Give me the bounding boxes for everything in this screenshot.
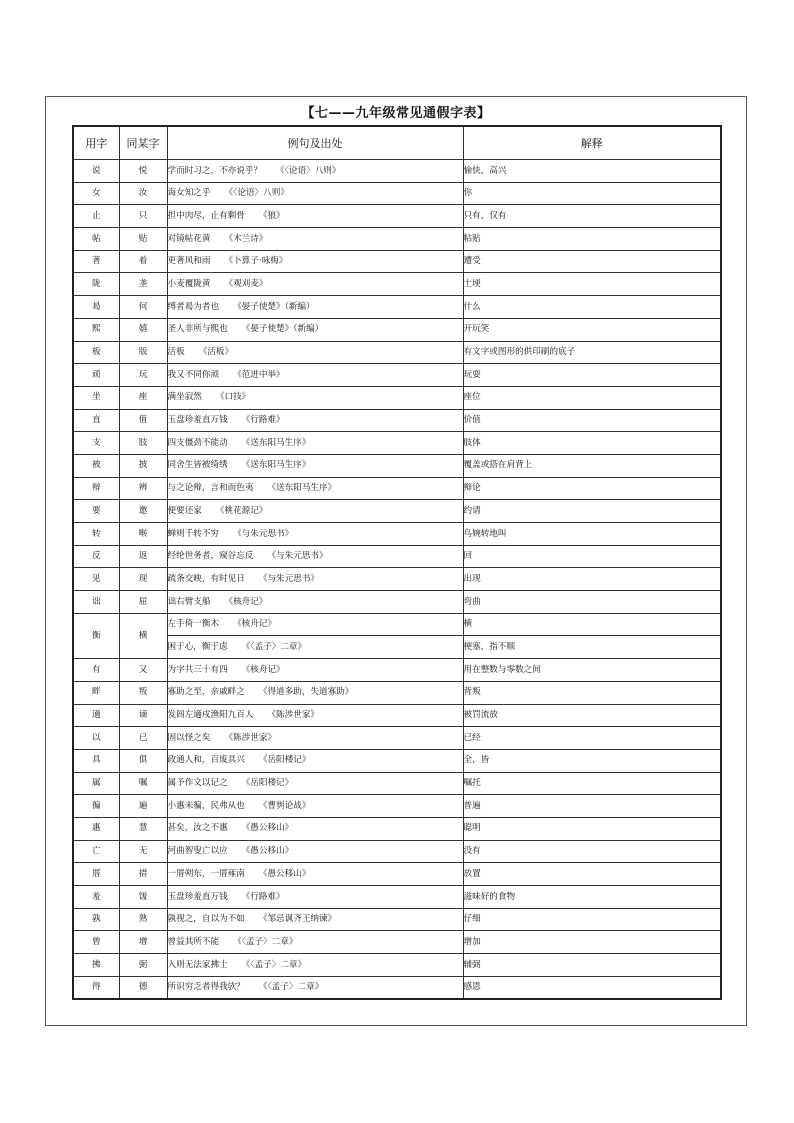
source-title: 《曹刿论战》 — [258, 800, 311, 811]
cell-yongzi: 陇 — [73, 273, 119, 296]
cell-tongmouzi: 措 — [119, 863, 167, 886]
table-row — [73, 954, 721, 977]
cell-yongzi: 厝 — [73, 863, 119, 886]
cell-tongmouzi: 慧 — [119, 817, 167, 840]
table-row — [73, 931, 721, 954]
cell-meaning: 背叛 — [463, 681, 721, 704]
cell-meaning: 肢体 — [463, 432, 721, 455]
source-title: 《送东阳马生序》 — [267, 483, 337, 494]
cell-tongmouzi: 遍 — [119, 795, 167, 818]
cell-example-source — [167, 636, 463, 659]
table-row — [73, 636, 721, 659]
cell-tongmouzi: 嘱 — [119, 772, 167, 795]
example-sentence: 同舍生皆被绮绣 — [167, 460, 228, 471]
source-title: 《晏子使楚》（新编） — [241, 324, 324, 335]
example-sentence: 满坐寂然 — [167, 392, 202, 403]
source-title: 《〈孟子〉二章》 — [241, 959, 307, 970]
example-sentence: 政通人和，百废具兴 — [167, 755, 245, 766]
table-row — [73, 817, 721, 840]
cell-yongzi: 有 — [73, 659, 119, 682]
cell-tongmouzi: 俱 — [119, 749, 167, 772]
example-sentence: 圣人非所与熙也 — [167, 324, 228, 335]
cell-meaning: 回 — [463, 545, 721, 568]
table-row — [73, 228, 721, 251]
cell-yongzi: 衡 — [73, 613, 119, 658]
source-title: 《邹忌讽齐王纳谏》 — [258, 914, 337, 925]
cell-meaning: 什么 — [463, 296, 721, 319]
cell-meaning: 辅弼 — [463, 954, 721, 977]
tongjiazi-table — [72, 125, 722, 1000]
cell-meaning: 聪明 — [463, 817, 721, 840]
cell-yongzi: 適 — [73, 704, 119, 727]
example-sentence: 蝉则千转不穷 — [167, 528, 220, 539]
cell-yongzi: 以 — [73, 727, 119, 750]
example-sentence: 困于心，衡于虑 — [167, 641, 228, 652]
cell-example-source — [167, 704, 463, 727]
cell-example-source — [167, 863, 463, 886]
cell-yongzi: 惠 — [73, 817, 119, 840]
cell-tongmouzi: 汝 — [119, 182, 167, 205]
example-sentence: 甚矣，汝之不惠 — [167, 823, 228, 834]
example-sentence: 疏条交映，有时见日 — [167, 573, 245, 584]
example-sentence: 入则无法家拂士 — [167, 959, 228, 970]
cell-tongmouzi: 着 — [119, 250, 167, 273]
cell-yongzi: 支 — [73, 432, 119, 455]
cell-meaning: 增加 — [463, 931, 721, 954]
example-sentence: 四支僵劲不能动 — [167, 437, 228, 448]
source-title: 《核舟记》 — [233, 619, 277, 630]
cell-tongmouzi: 熟 — [119, 908, 167, 931]
cell-meaning: 被罚流放 — [463, 704, 721, 727]
example-sentence: 诎右臂支船 — [167, 596, 211, 607]
cell-yongzi: 直 — [73, 409, 119, 432]
cell-example-source — [167, 228, 463, 251]
cell-example-source — [167, 727, 463, 750]
source-title: 《陈涉世家》 — [267, 710, 320, 721]
example-sentence: 小麦覆陇黄 — [167, 278, 211, 289]
table-row — [73, 432, 721, 455]
table-row — [73, 545, 721, 568]
cell-yongzi: 止 — [73, 205, 119, 228]
source-title: 《〈孟子〉二章》 — [258, 982, 324, 993]
cell-tongmouzi: 悦 — [119, 160, 167, 183]
table-row — [73, 182, 721, 205]
cell-example-source — [167, 681, 463, 704]
cell-example-source — [167, 477, 463, 500]
cell-meaning: 梗塞，指不顺 — [463, 636, 721, 659]
cell-example-source — [167, 250, 463, 273]
cell-meaning: 你 — [463, 182, 721, 205]
table-row — [73, 386, 721, 409]
cell-yongzi: 著 — [73, 250, 119, 273]
cell-yongzi: 反 — [73, 545, 119, 568]
cell-example-source — [167, 568, 463, 591]
cell-meaning: 约请 — [463, 500, 721, 523]
example-sentence: 所识穷乏者得我欤？ — [167, 982, 245, 993]
cell-tongmouzi: 增 — [119, 931, 167, 954]
cell-meaning: 嘱托 — [463, 772, 721, 795]
cell-yongzi: 具 — [73, 749, 119, 772]
cell-tongmouzi: 版 — [119, 341, 167, 364]
cell-example-source — [167, 205, 463, 228]
cell-tongmouzi: 现 — [119, 568, 167, 591]
cell-tongmouzi: 叛 — [119, 681, 167, 704]
cell-meaning: 普遍 — [463, 795, 721, 818]
source-title: 《送东阳马生序》 — [241, 460, 311, 471]
table-row — [73, 273, 721, 296]
example-sentence: 担中肉尽，止有剩骨 — [167, 210, 245, 221]
cell-meaning: 土埂 — [463, 273, 721, 296]
table-row — [73, 523, 721, 546]
header-tongmouzi: 同某字 — [119, 126, 167, 160]
source-title: 《得道多助，失道寡助》 — [258, 687, 354, 698]
cell-example-source — [167, 182, 463, 205]
source-title: 《行路难》 — [241, 415, 285, 426]
table-row — [73, 364, 721, 387]
cell-tongmouzi: 返 — [119, 545, 167, 568]
table-row — [73, 795, 721, 818]
cell-tongmouzi: 只 — [119, 205, 167, 228]
example-sentence: 发闾左適戍渔阳九百人 — [167, 710, 254, 721]
table-row — [73, 976, 721, 999]
source-title: 《活板》 — [198, 347, 234, 358]
cell-example-source — [167, 318, 463, 341]
cell-meaning: 仔细 — [463, 908, 721, 931]
page-title: 【七——九年级常见通假字表】 — [301, 106, 491, 121]
cell-meaning: 价值 — [463, 409, 721, 432]
source-title: 《核舟记》 — [241, 664, 285, 675]
example-sentence: 更著风和雨 — [167, 256, 211, 267]
header-meaning: 解释 — [463, 126, 721, 160]
cell-tongmouzi: 邀 — [119, 500, 167, 523]
cell-yongzi: 曷 — [73, 296, 119, 319]
example-sentence: 对镜帖花黄 — [167, 233, 211, 244]
header-example-source: 例句及出处 — [167, 126, 463, 160]
cell-example-source — [167, 976, 463, 999]
table-row — [73, 318, 721, 341]
cell-tongmouzi: 贴 — [119, 228, 167, 251]
cell-yongzi: 得 — [73, 976, 119, 999]
table-header-row — [73, 126, 721, 160]
cell-meaning: 只有，仅有 — [463, 205, 721, 228]
source-title: 《卜算子·咏梅》 — [224, 256, 288, 267]
cell-meaning: 用在整数与零数之间 — [463, 659, 721, 682]
cell-meaning: 滋味好的食物 — [463, 886, 721, 909]
cell-tongmouzi: 德 — [119, 976, 167, 999]
table-row — [73, 341, 721, 364]
source-title: 《〈论语〉八则》 — [224, 188, 289, 199]
example-sentence: 河曲智叟亡以应 — [167, 846, 228, 857]
cell-example-source — [167, 954, 463, 977]
cell-tongmouzi: 横 — [119, 613, 167, 658]
cell-meaning: 覆盖或搭在肩背上 — [463, 454, 721, 477]
source-title: 《桃花源记》 — [215, 505, 268, 516]
example-sentence: 缚者曷为者也 — [167, 301, 220, 312]
example-sentence: 固以怪之矣 — [167, 732, 211, 743]
cell-tongmouzi: 啭 — [119, 523, 167, 546]
source-title: 《〈孟子〉二章》 — [233, 936, 298, 947]
table-body — [73, 160, 721, 1000]
example-sentence: 寡助之至，亲戚畔之 — [167, 687, 245, 698]
source-title: 《与朱元思书》 — [233, 528, 294, 539]
cell-yongzi: 坐 — [73, 386, 119, 409]
example-sentence: 左手倚一衡木 — [167, 619, 220, 630]
cell-yongzi: 板 — [73, 341, 119, 364]
cell-tongmouzi: 嬉 — [119, 318, 167, 341]
table-row — [73, 591, 721, 614]
source-title: 《愚公移山》 — [241, 846, 294, 857]
cell-yongzi: 畔 — [73, 681, 119, 704]
cell-meaning: 遭受 — [463, 250, 721, 273]
cell-yongzi: 被 — [73, 454, 119, 477]
cell-example-source — [167, 500, 463, 523]
source-title: 《愚公移山》 — [258, 868, 311, 879]
cell-yongzi: 熙 — [73, 318, 119, 341]
table-row — [73, 863, 721, 886]
cell-tongmouzi: 座 — [119, 386, 167, 409]
example-sentence: 玉盘珍羞直万钱 — [167, 891, 228, 902]
cell-tongmouzi: 无 — [119, 840, 167, 863]
source-title: 《核舟记》 — [224, 596, 268, 607]
source-title: 《〈孟子〉二章》 — [241, 641, 307, 652]
cell-example-source — [167, 386, 463, 409]
cell-meaning: 玩耍 — [463, 364, 721, 387]
example-sentence: 属予作文以记之 — [167, 778, 228, 789]
cell-meaning: 横 — [463, 613, 721, 636]
cell-meaning: 愉快，高兴 — [463, 160, 721, 183]
cell-meaning: 辩论 — [463, 477, 721, 500]
cell-example-source — [167, 454, 463, 477]
table-row — [73, 500, 721, 523]
source-title: 《行路难》 — [241, 891, 285, 902]
cell-yongzi: 辩 — [73, 477, 119, 500]
cell-tongmouzi: 值 — [119, 409, 167, 432]
cell-meaning: 全，皆 — [463, 749, 721, 772]
table-row — [73, 886, 721, 909]
source-title: 《狼》 — [258, 210, 285, 221]
cell-meaning: 没有 — [463, 840, 721, 863]
table-row — [73, 840, 721, 863]
cell-meaning: 座位 — [463, 386, 721, 409]
cell-yongzi: 孰 — [73, 908, 119, 931]
example-sentence: 曾益其所不能 — [167, 936, 220, 947]
cell-yongzi: 帖 — [73, 228, 119, 251]
cell-example-source — [167, 341, 463, 364]
table-row — [73, 250, 721, 273]
source-title: 《木兰诗》 — [224, 233, 268, 244]
cell-tongmouzi: 辨 — [119, 477, 167, 500]
source-title: 《送东阳马生序》 — [241, 437, 311, 448]
cell-tongmouzi: 谪 — [119, 704, 167, 727]
cell-example-source — [167, 931, 463, 954]
cell-meaning: 弯曲 — [463, 591, 721, 614]
cell-example-source — [167, 545, 463, 568]
cell-example-source — [167, 296, 463, 319]
cell-example-source — [167, 817, 463, 840]
table-row — [73, 568, 721, 591]
cell-tongmouzi: 又 — [119, 659, 167, 682]
cell-tongmouzi: 何 — [119, 296, 167, 319]
example-sentence: 学而时习之，不亦说乎？ — [167, 165, 263, 176]
cell-yongzi: 属 — [73, 772, 119, 795]
source-title: 《愚公移山》 — [241, 823, 294, 834]
table-row — [73, 908, 721, 931]
example-sentence: 孰视之，自以为不如 — [167, 914, 245, 925]
cell-tongmouzi: 弼 — [119, 954, 167, 977]
example-sentence: 诲女知之乎 — [167, 188, 211, 199]
source-title: 《〈论语〉八则》 — [276, 165, 341, 176]
source-title: 《岳阳楼记》 — [241, 778, 294, 789]
cell-meaning: 开玩笑 — [463, 318, 721, 341]
cell-tongmouzi: 屈 — [119, 591, 167, 614]
cell-meaning: 感恩 — [463, 976, 721, 999]
document-frame — [45, 96, 747, 1026]
cell-yongzi: 亡 — [73, 840, 119, 863]
cell-example-source — [167, 795, 463, 818]
table-row — [73, 454, 721, 477]
table-row — [73, 659, 721, 682]
cell-example-source — [167, 591, 463, 614]
cell-example-source — [167, 273, 463, 296]
example-sentence: 活板 — [167, 347, 185, 358]
source-title: 《陈涉世家》 — [224, 732, 277, 743]
cell-meaning: 粘贴 — [463, 228, 721, 251]
example-sentence: 为字共三十有四 — [167, 664, 228, 675]
cell-example-source — [167, 886, 463, 909]
table-row — [73, 749, 721, 772]
cell-yongzi: 曾 — [73, 931, 119, 954]
table-row — [73, 613, 721, 636]
table-row — [73, 160, 721, 183]
source-title: 《与朱元思书》 — [258, 573, 320, 584]
cell-example-source — [167, 840, 463, 863]
cell-tongmouzi: 肢 — [119, 432, 167, 455]
table-row — [73, 772, 721, 795]
cell-tongmouzi: 玩 — [119, 364, 167, 387]
cell-yongzi: 女 — [73, 182, 119, 205]
cell-meaning: 已经 — [463, 727, 721, 750]
table-row — [73, 704, 721, 727]
cell-yongzi: 转 — [73, 523, 119, 546]
example-sentence: 我又不同你顽 — [167, 369, 220, 380]
cell-meaning: 出现 — [463, 568, 721, 591]
cell-example-source — [167, 432, 463, 455]
example-sentence: 一厝朔东，一厝雍南 — [167, 868, 245, 879]
example-sentence: 小惠未徧，民弗从也 — [167, 800, 245, 811]
source-title: 《与朱元思书》 — [267, 551, 328, 562]
cell-example-source — [167, 523, 463, 546]
cell-example-source — [167, 772, 463, 795]
table-row — [73, 727, 721, 750]
example-sentence: 与之论辩，言和而色夷 — [167, 483, 254, 494]
cell-example-source — [167, 364, 463, 387]
cell-yongzi: 徧 — [73, 795, 119, 818]
source-title: 《岳阳楼记》 — [258, 755, 311, 766]
cell-yongzi: 羞 — [73, 886, 119, 909]
cell-tongmouzi: 已 — [119, 727, 167, 750]
header-yongzi: 用字 — [73, 126, 119, 160]
cell-yongzi: 要 — [73, 500, 119, 523]
table-row — [73, 477, 721, 500]
cell-yongzi: 顽 — [73, 364, 119, 387]
cell-example-source — [167, 409, 463, 432]
cell-yongzi: 诎 — [73, 591, 119, 614]
source-title: 《范进中举》 — [233, 369, 285, 380]
cell-yongzi: 说 — [73, 160, 119, 183]
table-row — [73, 296, 721, 319]
source-title: 《口技》 — [215, 392, 251, 403]
table-row — [73, 205, 721, 228]
cell-meaning: 有文字或图形的供印刷的底子 — [463, 341, 721, 364]
cell-meaning: 放置 — [463, 863, 721, 886]
cell-example-source — [167, 613, 463, 636]
example-sentence: 便要还家 — [167, 505, 202, 516]
cell-meaning: 鸟婉转地叫 — [463, 523, 721, 546]
table-row — [73, 681, 721, 704]
cell-tongmouzi: 馐 — [119, 886, 167, 909]
cell-yongzi: 拂 — [73, 954, 119, 977]
cell-example-source — [167, 908, 463, 931]
cell-example-source — [167, 160, 463, 183]
cell-example-source — [167, 659, 463, 682]
example-sentence: 玉盘珍羞直万钱 — [167, 415, 228, 426]
table-row — [73, 409, 721, 432]
cell-yongzi: 见 — [73, 568, 119, 591]
source-title: 《晏子使楚》（新编） — [233, 301, 315, 312]
cell-tongmouzi: 垄 — [119, 273, 167, 296]
source-title: 《观刈麦》 — [224, 278, 268, 289]
cell-example-source — [167, 749, 463, 772]
cell-tongmouzi: 披 — [119, 454, 167, 477]
example-sentence: 经纶世务者，窥谷忘反 — [167, 551, 254, 562]
